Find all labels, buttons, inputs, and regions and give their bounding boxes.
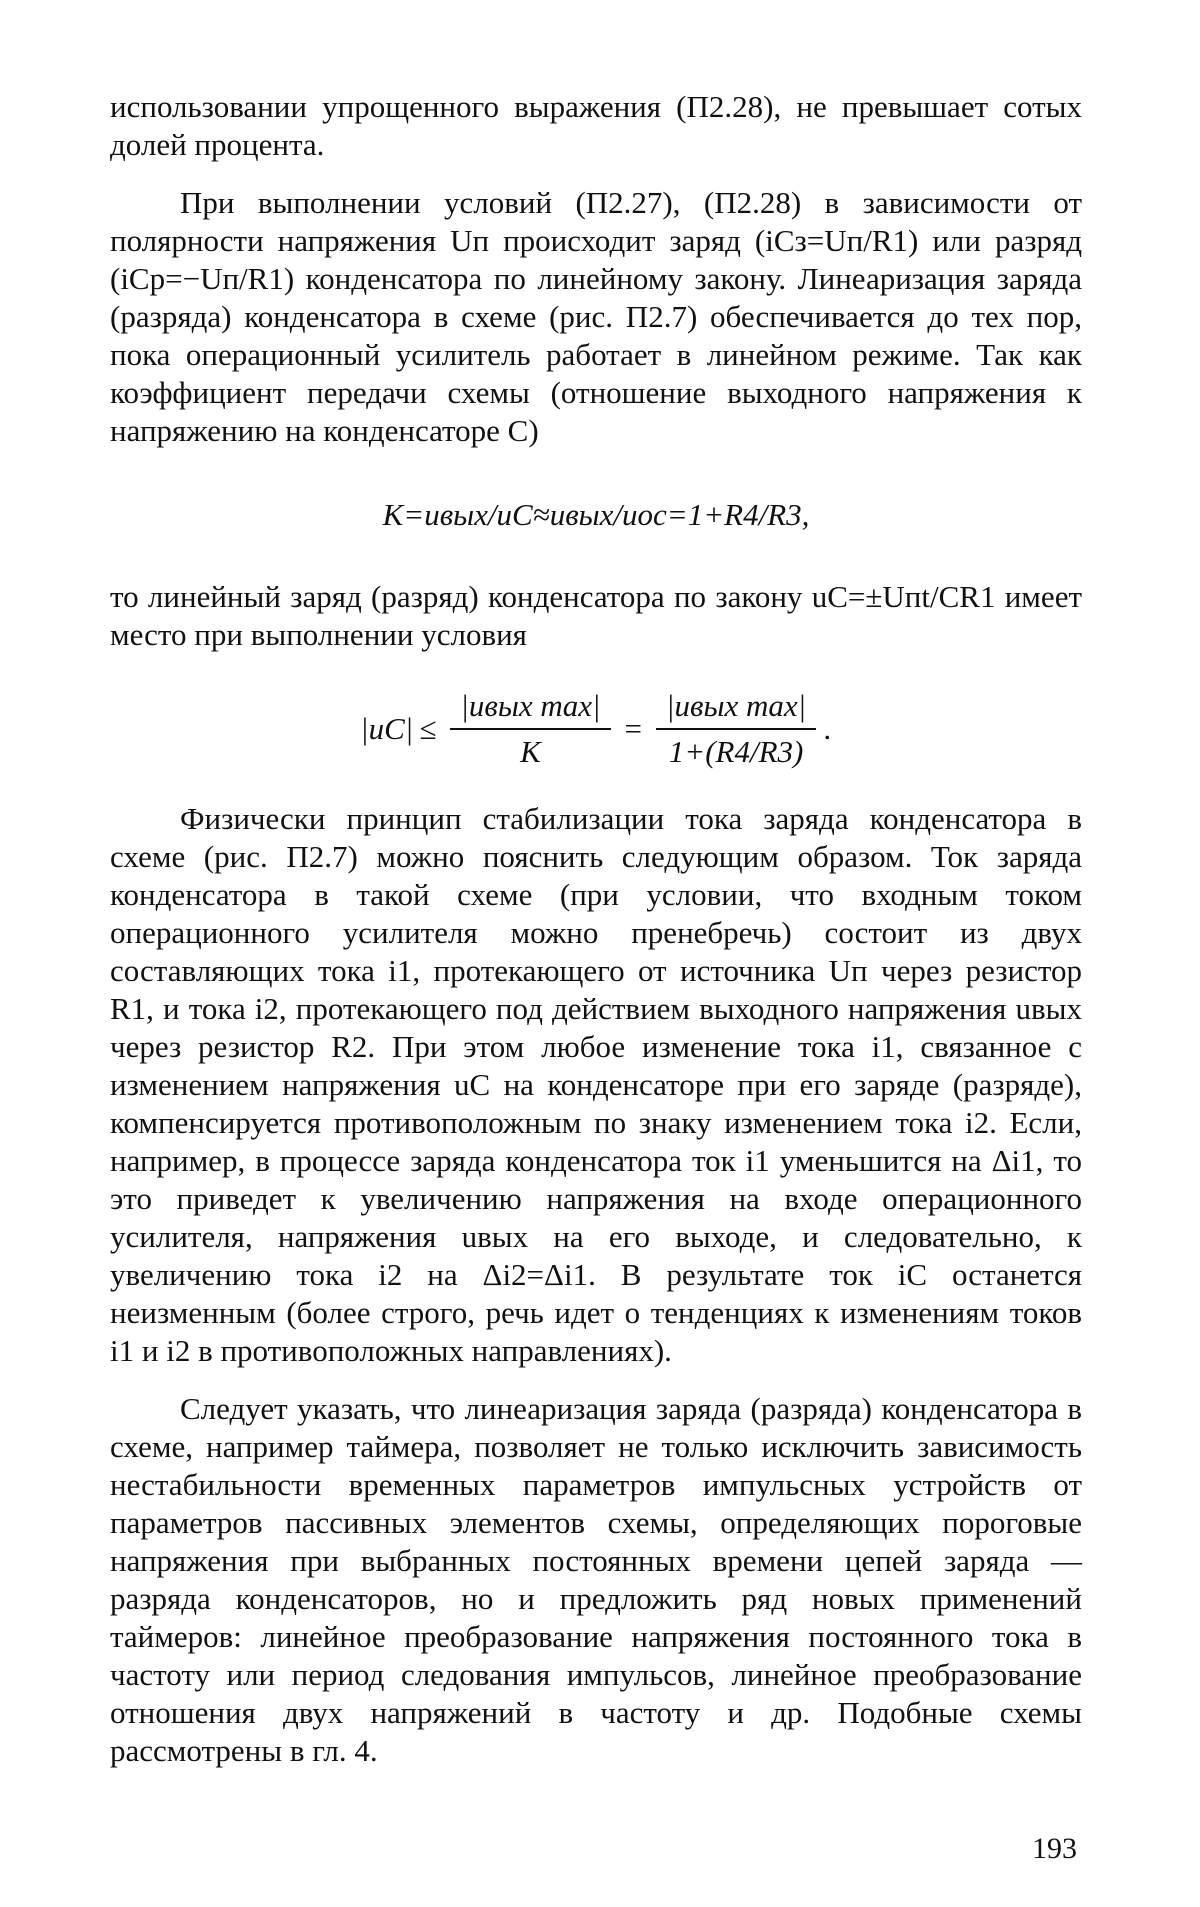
- inequality-operator: ≤: [419, 711, 437, 746]
- paragraph-linear-charge-condition: то линейный заряд (разряд) конденсатора по закону uC=±Uпt/CR1 имеет место при выполнении условия: [110, 579, 1082, 652]
- paragraph-continuation: использовании упрощенного выражения (П2.28), не превышает сотых долей процента.: [110, 89, 1082, 162]
- fraction-second: [656, 688, 816, 770]
- fraction-second-denominator: 1+(R4/R3): [668, 734, 804, 769]
- inequality-lhs: |uC|: [360, 711, 414, 746]
- page-number: 193: [1032, 1832, 1077, 1865]
- paragraph-timer-applications: Следует указать, что линеаризация заряда (разряда) конденсатора в схеме, например таймера, позволяет не только исключить зависимость нестабильности временных параметров импульсных устройств от параметров пассивных элементов схемы, определяющих пороговые напряжения при выбранных постоянных времени цепей заряда — разряда конденсаторов, но и предложить ряд новых применений таймеров: линейное преобразование напряжения постоянного тока в частоту или период следования импульсов, линейное преобразование отношения двух напряжений в частоту и др. Подобные схемы рассмотрены в гл. 4.: [110, 1391, 1082, 1768]
- fraction-second-numerator: |uвых max|: [656, 688, 816, 730]
- equals-sign: =: [624, 711, 642, 746]
- page-content: [110, 88, 1082, 1770]
- formula-period: .: [824, 711, 832, 746]
- fraction-first-denominator: K: [520, 734, 541, 769]
- gain-formula: K=uвых/uC≈uвых/uос=1+R4/R3,: [382, 497, 810, 532]
- inequality-formula: [110, 688, 1082, 770]
- fraction-first-numerator: |uвых max|: [450, 688, 610, 730]
- paragraph-charge-linearization: При выполнении условий (П2.27), (П2.28) в зависимости от полярности напряжения Uп происходит заряд (iCз=Uп/R1) или разряд (iCр=−Uп/R1) конденсатора по линейному закону. Линеаризация заряда (разряда) конденсатора в схеме (рис. П2.7) обеспечивается до тех пор, пока операционный усилитель работает в линейном режиме. Так как коэффициент передачи схемы (отношение выходного напряжения к напряжению на конденсаторе C): [110, 185, 1082, 448]
- paragraph-stabilization-principle: Физически принцип стабилизации тока заряда конденсатора в схеме (рис. П2.7) можно пояснить следующим образом. Ток заряда конденсатора в такой схеме (при условии, что входным током операционного усилителя можно пренебречь) состоит из двух составляющих тока i1, протекающего от источника Uп через резистор R1, и тока i2, протекающего под действием выходного напряжения uвых через резистор R2. При этом любое изменение тока i1, связанное с изменением напряжения uC на конденсаторе при его заряде (разряде), компенсируется противоположным по знаку изменением тока i2. Если, например, в процессе заряда конденсатора ток i1 уменьшится на Δi1, то это приведет к увеличению напряжения на входе операционного усилителя, напряжения uвых на его выходе, и следовательно, к увеличению тока i2 на Δi2=Δi1. В результате ток iC останется неизменным (более строго, речь идет о тенденциях к изменениям токов i1 и i2 в противоположных направлениях).: [110, 801, 1082, 1368]
- fraction-first: [450, 688, 610, 770]
